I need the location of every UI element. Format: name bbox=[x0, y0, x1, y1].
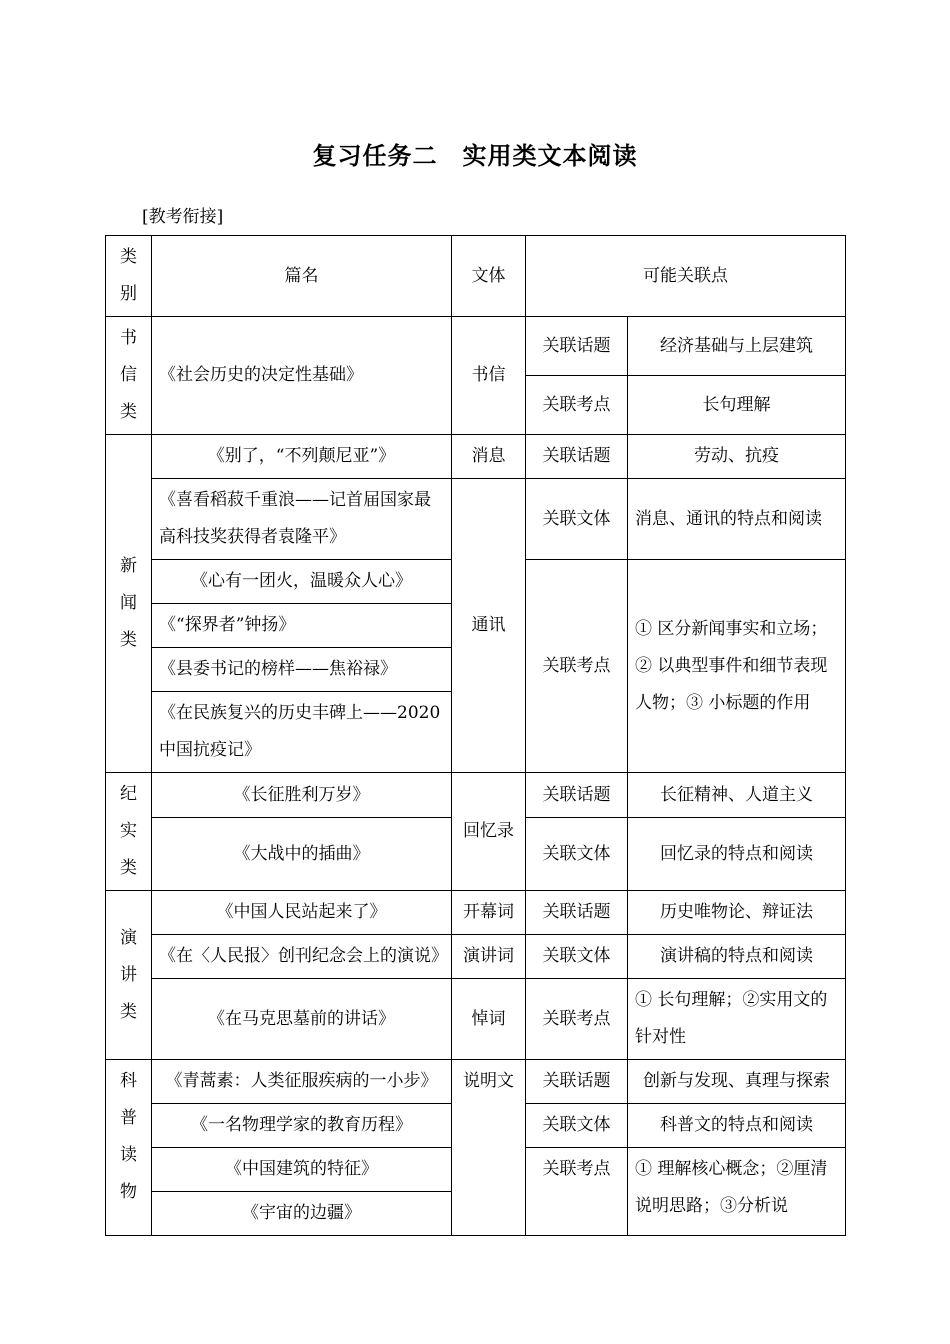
title-cell: 《心有一团火，温暖众人心》 bbox=[152, 560, 452, 604]
header-category: 类别 bbox=[106, 236, 152, 317]
link-value-cell: 历史唯物论、辩证法 bbox=[628, 891, 846, 935]
link-label-cell: 关联考点 bbox=[526, 560, 628, 773]
title-cell: 《长征胜利万岁》 bbox=[152, 773, 452, 818]
category-cell: 演讲类 bbox=[106, 891, 152, 1060]
link-value-cell: ① 区分新闻事实和立场；② 以典型事件和细节表现人物；③ 小标题的作用 bbox=[628, 560, 846, 773]
title-cell: 《宇宙的边疆》 bbox=[152, 1192, 452, 1236]
title-cell: 《社会历史的决定性基础》 bbox=[152, 317, 452, 435]
genre-cell: 悼词 bbox=[452, 979, 526, 1060]
table-row bbox=[106, 773, 846, 818]
table-row bbox=[106, 435, 846, 479]
table-row bbox=[106, 1060, 846, 1104]
link-value-cell: ① 长句理解；②实用文的针对性 bbox=[628, 979, 846, 1060]
title-cell: 《中国人民站起来了》 bbox=[152, 891, 452, 935]
link-label-cell: 关联文体 bbox=[526, 479, 628, 560]
link-value-cell: 科普文的特点和阅读 bbox=[628, 1104, 846, 1148]
header-title: 篇名 bbox=[152, 236, 452, 317]
link-value-cell: 回忆录的特点和阅读 bbox=[628, 818, 846, 891]
genre-cell: 演讲词 bbox=[452, 935, 526, 979]
title-cell: 《“探界者”钟扬》 bbox=[152, 604, 452, 648]
link-value-cell: 演讲稿的特点和阅读 bbox=[628, 935, 846, 979]
link-value-cell: ① 理解核心概念；②厘清说明思路；③分析说 bbox=[628, 1148, 846, 1236]
link-value-cell: 劳动、抗疫 bbox=[628, 435, 846, 479]
category-cell: 科普读物 bbox=[106, 1060, 152, 1236]
title-cell: 《大战中的插曲》 bbox=[152, 818, 452, 891]
link-label-cell: 关联考点 bbox=[526, 979, 628, 1060]
link-value-cell: 创新与发现、真理与探索 bbox=[628, 1060, 846, 1104]
table-row bbox=[106, 891, 846, 935]
genre-cell: 通讯 bbox=[452, 479, 526, 773]
link-label-cell: 关联话题 bbox=[526, 1060, 628, 1104]
title-cell: 《在民族复兴的历史丰碑上——2020中国抗疫记》 bbox=[152, 692, 452, 773]
review-table bbox=[105, 235, 846, 1236]
link-label-cell: 关联文体 bbox=[526, 818, 628, 891]
table-row bbox=[106, 979, 846, 1060]
title-cell: 《在〈人民报〉创刊纪念会上的演说》 bbox=[152, 935, 452, 979]
link-label-cell: 关联考点 bbox=[526, 1148, 628, 1236]
table-row bbox=[106, 935, 846, 979]
title-cell: 《县委书记的榜样——焦裕禄》 bbox=[152, 648, 452, 692]
title-cell: 《青蒿素：人类征服疾病的一小步》 bbox=[152, 1060, 452, 1104]
genre-cell: 消息 bbox=[452, 435, 526, 479]
section-label: [教考衔接] bbox=[142, 207, 224, 227]
link-label-cell: 关联话题 bbox=[526, 773, 628, 818]
table-row bbox=[106, 479, 846, 560]
category-cell: 书信类 bbox=[106, 317, 152, 435]
header-links: 可能关联点 bbox=[526, 236, 846, 317]
genre-cell: 说明文 bbox=[452, 1060, 526, 1236]
title-cell: 《在马克思墓前的讲话》 bbox=[152, 979, 452, 1060]
link-value-cell: 长征精神、人道主义 bbox=[628, 773, 846, 818]
title-cell: 《中国建筑的特征》 bbox=[152, 1148, 452, 1192]
link-value-cell: 消息、通讯的特点和阅读 bbox=[628, 479, 846, 560]
title-cell: 《喜看稻菽千重浪——记首届国家最高科技奖获得者袁隆平》 bbox=[152, 479, 452, 560]
category-cell: 新闻类 bbox=[106, 435, 152, 773]
link-label-cell: 关联考点 bbox=[526, 376, 628, 435]
link-value-cell: 长句理解 bbox=[628, 376, 846, 435]
link-value-cell: 经济基础与上层建筑 bbox=[628, 317, 846, 376]
link-label-cell: 关联文体 bbox=[526, 935, 628, 979]
genre-cell: 开幕词 bbox=[452, 891, 526, 935]
link-label-cell: 关联话题 bbox=[526, 435, 628, 479]
link-label-cell: 关联文体 bbox=[526, 1104, 628, 1148]
table-row bbox=[106, 317, 846, 376]
title-cell: 《别了，“不列颠尼亚”》 bbox=[152, 435, 452, 479]
table-header-row bbox=[106, 236, 846, 317]
link-label-cell: 关联话题 bbox=[526, 317, 628, 376]
link-label-cell: 关联话题 bbox=[526, 891, 628, 935]
genre-cell: 回忆录 bbox=[452, 773, 526, 891]
category-cell: 纪实类 bbox=[106, 773, 152, 891]
header-genre: 文体 bbox=[452, 236, 526, 317]
page-title: 复习任务二 实用类文本阅读 bbox=[312, 141, 638, 170]
genre-cell: 书信 bbox=[452, 317, 526, 435]
title-cell: 《一名物理学家的教育历程》 bbox=[152, 1104, 452, 1148]
